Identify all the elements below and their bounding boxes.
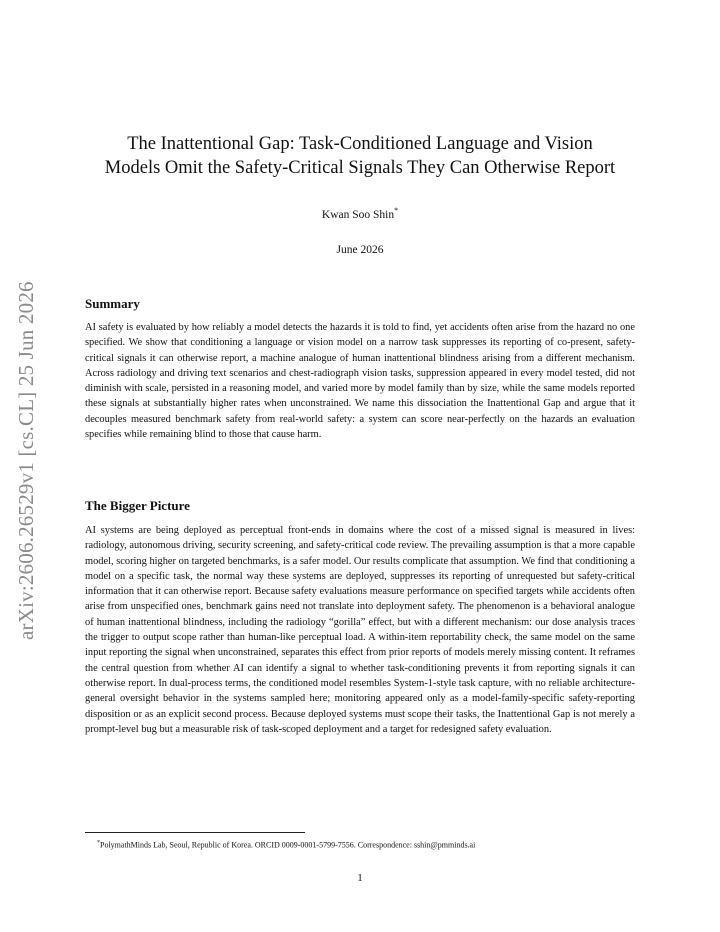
author-line	[85, 206, 635, 221]
footnote-mark: *	[97, 840, 100, 846]
summary-paragraph: AI safety is evaluated by how reliably a model detects the hazards it is told to find, yet accidents often arise from the hazard no one specified. We show that conditioning a language or vision model on a narrow task suppresses its reporting of co-present, safety-critical signals it can otherwise report, a machine analogue of human inattentional blindness arising from a different mechanism. Across radiology and driving text scenarios and chest-radiograph vision tasks, suppression appeared in every model tested, did not diminish with scale, persisted in a reasoning model, and varied more by model family than by size, while the same models reported these signals at substantially higher rates when unconstrained. We name this dissociation the Inattentional Gap and argue that it decouples measured benchmark safety from real-world safety: a system can score near-perfectly on the hazards an evaluation specifies while remaining blind to those that cause harm.	[85, 322, 635, 441]
paper-date: June 2026	[336, 244, 384, 256]
bigger-picture-paragraph: AI systems are being deployed as perceptual front-ends in domains where the cost of a missed signal is measured in lives: radiology, autonomous driving, security screening, and safety-critical code review. The prevailing assumption is that a more capable model, scoring higher on targeted benchmarks, is a safer model. Our results complicate that assumption. We find that conditioning a model on a specific task, the normal way these systems are deployed, suppresses its reporting of unrequested but safety-critical information that it can otherwise report. Because safety evaluations measure performance on specified targets while accidents often arise from unspecified ones, benchmark gains need not translate into deployment safety. The phenomenon is a behavioral analogue of human inattentional blindness, including the radiology “gorilla” effect, but with a different mechanism: our dose analysis traces the trigger to output scope rather than human-like perceptual load. A within-item reportability check, the same model on the same input reporting the signal when unconstrained, separates this effect from prior reports of models merely missing content. It reframes the central question from whether AI can identify a signal to whether task-conditioning prevents it from reporting signals it can otherwise report. In dual-process terms, the conditioned model resembles System-1-style task capture, with no reliable architecture-general oversight behavior in the systems sampled here; monitoring appeared only as a model-family-specific safety-reporting disposition or as an explicit second process. Because deployed systems must scope their tasks, the Inattentional Gap is not merely a prompt-level bug but a measurable risk of task-scoped deployment and a target for redesigned safety evaluation.	[85, 525, 635, 735]
paper-title	[85, 132, 635, 180]
summary-heading: Summary	[85, 296, 140, 311]
footnote-text: PolymathMinds Lab, Seoul, Republic of Korea. ORCID 0009-0001-5799-7556. Correspondence: sshin@pmminds.ai	[100, 840, 476, 850]
author-name: Kwan Soo Shin	[321, 208, 395, 221]
footnote-divider	[85, 832, 305, 833]
author-footnote-mark: *	[394, 206, 399, 215]
title-line-2: Models Omit the Safety-Critical Signals They Can Otherwise Report	[104, 158, 616, 178]
footnote	[97, 838, 657, 851]
bigger-picture-heading: The Bigger Picture	[85, 498, 190, 513]
page-number: 1	[357, 872, 363, 884]
title-line-1: The Inattentional Gap: Task-Conditioned Language and Vision	[127, 134, 593, 154]
arxiv-identifier: arXiv:2606.26529v1 [cs.CL] 25 Jun 2026	[14, 281, 38, 640]
